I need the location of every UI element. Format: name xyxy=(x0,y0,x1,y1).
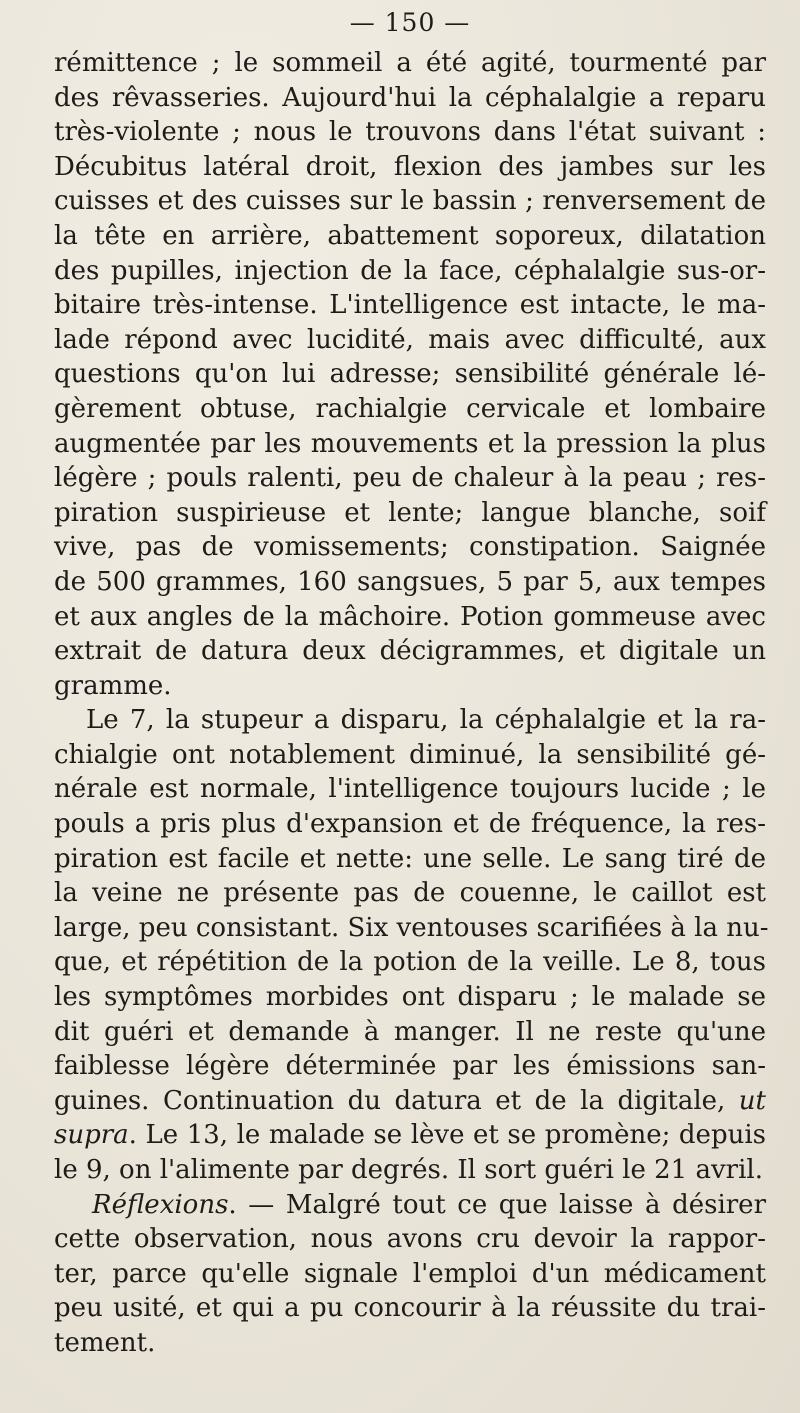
text-line: Le 7, la stupeur a disparu, la céphalalgie et la ra- xyxy=(86,705,766,736)
text-line: Décubitus latéral droit, flexion des jambes sur les xyxy=(54,151,766,182)
text-line: vive, pas de vomissements; constipation. Saignée xyxy=(54,532,766,563)
text-line: de 500 grammes, 160 sangsues, 5 par 5, aux tempes xyxy=(54,566,766,597)
text-line: la veine ne présente pas de couenne, le caillot est xyxy=(54,878,766,909)
text-line: guines. Continuation du datura et de la digitale, ut xyxy=(54,1085,766,1116)
text-line: gramme. xyxy=(54,670,172,701)
text-line: cuisses et des cuisses sur le bassin ; renversement de xyxy=(54,186,766,217)
paragraph-1 xyxy=(54,46,766,703)
text-line: gèrement obtuse, rachialgie cervicale et lombaire xyxy=(54,393,766,424)
text-line: les symptômes morbides ont disparu ; le malade se xyxy=(54,982,766,1013)
text-line: pouls a pris plus d'expansion et de fréquence, la res- xyxy=(54,809,766,840)
text-line: ter, parce qu'elle signale l'emploi d'un médicament xyxy=(54,1258,766,1289)
text-line: faiblesse légère déterminée par les émissions san- xyxy=(54,1051,766,1082)
text-line: piration est facile et nette: une selle. Le sang tiré de xyxy=(54,843,766,874)
text-line: peu usité, et qui a pu concourir à la réussite du trai- xyxy=(54,1293,766,1324)
text-line: supra. Le 13, le malade se lève et se promène; depuis xyxy=(54,1120,766,1151)
text-line: des pupilles, injection de la face, céphalalgie sus-or- xyxy=(54,255,766,286)
text-line: bitaire très-intense. L'intelligence est intacte, le ma- xyxy=(54,290,766,321)
text-line: très-violente ; nous le trouvons dans l'état suivant : xyxy=(54,117,766,148)
text-line: rémittence ; le sommeil a été agité, tourmenté par xyxy=(54,48,766,78)
page-number: — 150 — xyxy=(349,8,471,37)
text-line: le 9, on l'alimente par degrés. Il sort guéri le 21 avril. xyxy=(54,1155,763,1185)
text-line: augmentée par les mouvements et la pression la plus xyxy=(54,428,766,459)
paragraph-2 xyxy=(54,703,769,1187)
text-line: chialgie ont notablement diminué, la sensibilité gé- xyxy=(54,739,766,770)
text-line: extrait de datura deux décigrammes, et digitale un xyxy=(54,636,766,667)
text-line: que, et répétition de la potion de la veille. Le 8, tous xyxy=(54,947,766,978)
text-line: cette observation, nous avons cru devoir la rappor- xyxy=(54,1224,766,1255)
text-line: dit guéri et demande à manger. Il ne reste qu'une xyxy=(54,1016,766,1047)
text-line: tement. xyxy=(54,1327,156,1358)
text-line: des rêvasseries. Aujourd'hui la céphalalgie a reparu xyxy=(54,82,766,113)
text-line: et aux angles de la mâchoire. Potion gommeuse avec xyxy=(54,601,766,632)
text-line: questions qu'on lui adresse; sensibilité générale lé- xyxy=(54,359,766,390)
text-line: nérale est normale, l'intelligence toujours lucide ; le xyxy=(54,774,766,805)
text-line: Réflexions. — Malgré tout ce que laisse à désirer xyxy=(92,1189,766,1220)
text-line: lade répond avec lucidité, mais avec difficulté, aux xyxy=(54,324,766,355)
text-line: légère ; pouls ralenti, peu de chaleur à la peau ; res- xyxy=(54,463,766,494)
body-text xyxy=(54,46,769,1361)
text-line: la tête en arrière, abattement soporeux, dilatation xyxy=(54,220,766,251)
text-line: large, peu consistant. Six ventouses scarifiées à la nu- xyxy=(54,912,769,943)
text-line: piration suspirieuse et lente; langue blanche, soif xyxy=(54,497,766,528)
paragraph-3 xyxy=(54,1188,766,1361)
